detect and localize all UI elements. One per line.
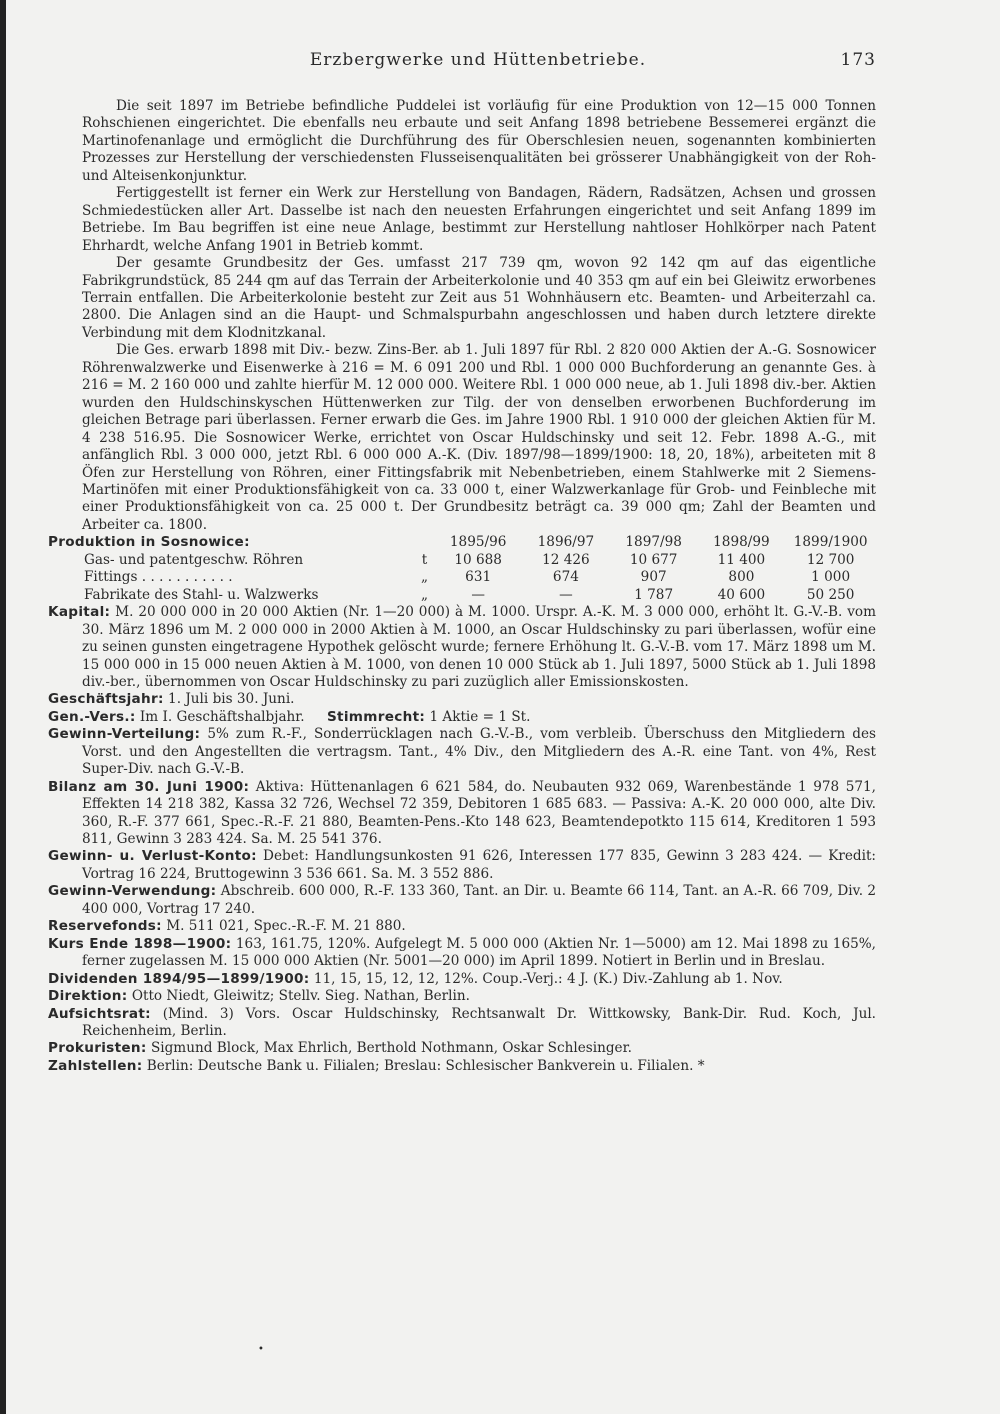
section-text: Abschreib. 600 000, R.-F. 133 360, Tant. an Dir. u. Beamte 66 114, Tant. an A.-R. 66 709, Div. 2 400 000, Vortrag 17 240. <box>82 883 876 917</box>
section-text: Berlin: Deutsche Bank u. Filialen; Breslau: Schlesischer Bankverein u. Filialen. * <box>142 1057 705 1074</box>
value-cell: 12 700 <box>806 551 855 568</box>
section-label: Prokuristen: <box>48 1040 147 1057</box>
section-text: 11, 15, 15, 12, 12, 12%. Coup.-Verj.: 4 J. (K.) Div.-Zahlung ab 1. Nov. <box>309 970 783 987</box>
year-cell: 1897/98 <box>625 534 682 551</box>
section-bilanz <box>48 779 876 849</box>
year-cell: 1899/1900 <box>793 534 868 551</box>
section-gen-vers <box>48 709 876 726</box>
production-header-row <box>48 534 876 551</box>
section-text: 5% zum R.-F., Sonderrücklagen nach G.-V.-B., vom verbleib. Überschuss den Mitgliedern des Vorst. und den Angestellten die vertragsm. Tant., 4% Div., den Mitgliedern des A.-R. eine Tant. von 4%, Rest Super-Div. nach G.-V.-B. <box>82 726 876 778</box>
page-number: 173 <box>840 50 876 70</box>
value-cell: 800 <box>728 569 755 586</box>
section-gewinn-verteilung <box>48 726 876 778</box>
section-label: Gewinn- u. Verlust-Konto: <box>48 848 257 865</box>
production-table <box>48 534 876 604</box>
product-name: Gas- und patentgeschw. Röhren <box>84 551 304 568</box>
paragraph-werk: Fertiggestellt ist ferner ein Werk zur Herstellung von Bandagen, Rädern, Radsätzen, Achsen und grossen Schmiedestücken aller Art. Dasselbe ist nach den neuesten Erfahrungen eingerichtet und seit Anfang 1899 im Betriebe. Im Bau begriffen ist eine neue Anlage, bestimmt zur Herstellung nahtloser Hohlkörper nach Patent Ehrhardt, welche Anfang 1901 in Betrieb kommt. <box>82 185 876 254</box>
section-dividenden <box>48 971 876 988</box>
section-text: Otto Niedt, Gleiwitz; Stellv. Sieg. Nathan, Berlin. <box>127 988 470 1005</box>
section-label: Aufsichtsrat: <box>48 1005 151 1022</box>
section-gewinn-verwendung <box>48 883 876 918</box>
page-body <box>48 98 876 1075</box>
production-row <box>48 569 876 586</box>
paragraph-puddelei: Die seit 1897 im Betriebe befindliche Puddelei ist vorläufig für eine Produktion von 12—15 000 Tonnen Rohschienen eingerichtet. Die ebenfalls neu erbaute und seit Anfang 1898 betriebene Bessemerei ergänzt die Martinofenanlage und ermöglicht die Durchführung des für Oberschlesien neuen, sogenannten kombinierten Prozesses zur Herstellung der verschiedensten Flusseisenqualitäten bei grösserer Unabhängigkeit von der Roh- und Alteisenkonjunktur. <box>82 98 876 184</box>
production-row <box>48 587 876 604</box>
section-label: Direktion: <box>48 988 128 1005</box>
section-label: Bilanz am 30. Juni 1900: <box>48 778 250 795</box>
section-text: Im I. Geschäftshalbjahr. <box>135 708 309 725</box>
section-zahlstellen <box>48 1058 876 1075</box>
section-kapital <box>48 604 876 691</box>
section-direktion <box>48 988 876 1005</box>
section-text: M. 511 021, Spec.-R.-F. M. 21 880. <box>161 918 406 935</box>
value-cell: 10 677 <box>629 551 678 568</box>
section-gewinn-verlust <box>48 848 876 883</box>
year-cell: 1898/99 <box>713 534 770 551</box>
value-cell: 10 688 <box>454 551 502 568</box>
section-text-stimmrecht: 1 Aktie = 1 St. <box>425 708 531 725</box>
section-label: Zahlstellen: <box>48 1057 143 1074</box>
year-cell: 1896/97 <box>537 534 595 551</box>
value-cell: 50 250 <box>806 586 855 603</box>
section-label-stimmrecht: Stimmrecht: <box>326 708 426 725</box>
unit-cell: „ <box>421 569 429 586</box>
value-cell: 631 <box>465 569 492 586</box>
section-label: Gewinn-Verteilung: <box>48 726 201 743</box>
running-title: Erzbergwerke und Hüttenbetriebe. <box>309 50 647 70</box>
section-label: Gen.-Vers.: <box>48 708 136 725</box>
value-cell: 674 <box>552 569 579 586</box>
value-cell: — <box>559 586 573 603</box>
section-text: Sigmund Block, Max Ehrlich, Berthold Nothmann, Oskar Schlesinger. <box>146 1040 632 1057</box>
production-label: Produktion in Sosnowice: <box>48 534 250 551</box>
section-text: M. 20 000 000 in 20 000 Aktien (Nr. 1—20 000) à M. 1000. Urspr. A.-K. M. 3 000 000, erhöht lt. G.-V.-B. vom 30. März 1896 um M. 2 000 000 in 2000 Aktien à M. 1000, an Oscar Huldschinsky zu pari überlassen, wofür eine zu seinen gunsten eingetragene Hypothek gelöscht wurde; fernere Erhöhung lt. G.-V.-B. vom 17. März 1898 um M. 15 000 000 in 15 000 neuen Aktien à M. 1000, von denen 10 000 Stück ab 1. Juli 1897, 5000 Stück ab 1. Juli 1898 div.-ber., übernommen von Oscar Huldschinsky zu pari zuzüglich aller Emissionskosten. <box>82 604 876 690</box>
section-geschaeftsjahr <box>48 691 876 708</box>
section-label: Dividenden 1894/95—1899/1900: <box>48 970 310 987</box>
print-dot: • <box>258 1344 264 1355</box>
section-text: 163, 161.75, 120%. Aufgelegt M. 5 000 000 (Aktien Nr. 1—5000) am 12. Mai 1898 zu 165%, ferner zugelassen M. 15 000 000 Aktien (Nr. 5001—20 000) im April 1899. Notiert in Berlin und in Breslau. <box>82 935 876 970</box>
unit-cell: „ <box>421 586 429 603</box>
section-text: 1. Juli bis 30. Juni. <box>163 691 295 708</box>
section-label: Reservefonds: <box>48 918 162 935</box>
value-cell: — <box>471 586 485 603</box>
page-spine-edge <box>0 0 6 1414</box>
section-label: Kapital: <box>48 604 111 621</box>
section-text: Aktiva: Hüttenanlagen 6 621 584, do. Neubauten 932 069, Warenbestände 1 978 571, Effekten 14 218 382, Kassa 32 726, Wechsel 72 359, Debitoren 1 685 683. — Passiva: A.-K. 20 000 000, alte Div. 360, R.-F. 377 661, Spec.-R.-F. 21 880, Beamten-Pens.-Kto 148 623, Beamtendepotkto 115 614, Kreditoren 1 593 811, Gewinn 3 283 424. Sa. M. 25 541 376. <box>82 778 876 848</box>
section-label: Kurs Ende 1898—1900: <box>48 935 232 952</box>
value-cell: 40 600 <box>717 586 766 603</box>
value-cell: 1 000 <box>811 569 851 586</box>
section-text: Debet: Handlungsunkosten 91 626, Interessen 177 835, Gewinn 3 283 424. — Kredit: Vortrag 16 224, Bruttogewinn 3 536 661. Sa. M. 3 552 886. <box>82 848 876 882</box>
paragraph-grundbesitz: Der gesamte Grundbesitz der Ges. umfasst 217 739 qm, wovon 92 142 qm auf das eigentliche Fabrikgrundstück, 85 244 qm auf das Terrain der Arbeiterkolonie und 40 353 qm auf ein bei Gleiwitz erworbenes Terrain entfallen. Die Arbeiterkolonie besteht zur Zeit aus 51 Wohnhäusern etc. Beamten- und Arbeiterzahl ca. 2800. Die Anlagen sind an die Haupt- und Schmalspurbahn angeschlossen und haben durch letztere direkte Verbindung mit dem Klodnitzkanal. <box>82 255 876 341</box>
value-cell: 1 787 <box>634 586 674 603</box>
paragraph-sosnowice: Die Ges. erwarb 1898 mit Div.- bezw. Zins-Ber. ab 1. Juli 1897 für Rbl. 2 820 000 Aktien der A.-G. Sosnowicer Röhrenwalzwerke und Eisenwerke à 216 = M. 6 091 200 und Rbl. 1 000 000 Buchforderung an genannte Ges. à 216 = M. 2 160 000 und zahlte hierfür M. 12 000 000. Weitere Rbl. 1 000 000 neue, ab 1. Juli 1898 div.-ber. Aktien wurden den Huldschinskyschen Hüttenwerken zur Tilg. der von denselben erworbenen Buchforderung im gleichen Betrage pari überlassen. Ferner erwarb die Ges. im Jahre 1900 Rbl. 1 910 000 der gleichen Aktien für M. 4 238 516.95. Die Sosnowicer Werke, errichtet von Oscar Huldschinsky und seit 12. Febr. 1898 A.-G., mit anfänglich Rbl. 3 000 000, jetzt Rbl. 6 000 000 A.-K. (Div. 1897/98—1899/1900: 18, 20, 18%), arbeiteten mit 8 Öfen zur Herstellung von Röhren, einer Fittingsfabrik mit Nebenbetrieben, einem Stahlwerke mit 2 Siemens-Martinöfen mit einer Produktionsfähigkeit von ca. 33 000 t, einer Walzwerkanlage für Grob- und Feinbleche mit einer Produktionsfähigkeit von ca. 25 000 t. Der Grundbesitz beträgt ca. 39 000 qm; Zahl der Beamten und Arbeiter ca. 1800. <box>82 342 876 533</box>
value-cell: 12 426 <box>542 551 590 568</box>
section-label: Gewinn-Verwendung: <box>48 883 217 900</box>
section-text: (Mind. 3) Vors. Oscar Huldschinsky, Rechtsanwalt Dr. Wittkowsky, Bank-Dir. Rud. Koch, Jul. Reichenheim, Berlin. <box>82 1005 876 1040</box>
year-cell: 1895/96 <box>449 534 507 551</box>
section-kurs <box>48 936 876 971</box>
section-reservefonds <box>48 918 876 935</box>
production-row <box>48 552 876 569</box>
product-name: Fittings . . . . . . . . . . . <box>84 569 233 586</box>
section-prokuristen <box>48 1040 876 1057</box>
running-header <box>80 50 876 76</box>
value-cell: 11 400 <box>717 551 766 568</box>
value-cell: 907 <box>640 569 667 586</box>
unit-cell: t <box>421 551 428 568</box>
section-aufsichtsrat <box>48 1006 876 1041</box>
section-label: Geschäftsjahr: <box>48 691 164 708</box>
product-name: Fabrikate des Stahl- u. Walzwerks <box>84 586 319 603</box>
